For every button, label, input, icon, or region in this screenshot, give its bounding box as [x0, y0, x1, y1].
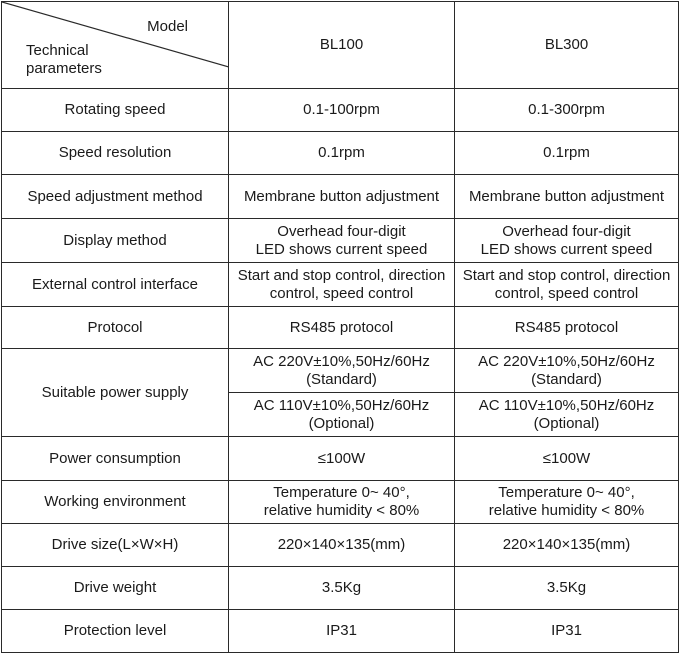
- param-label: Speed adjustment method: [2, 175, 229, 219]
- table-row: [2, 567, 679, 610]
- table-row: [2, 524, 679, 567]
- value-bl100: Overhead four-digit LED shows current speed: [229, 219, 455, 263]
- value-bl100: Membrane button adjustment: [229, 175, 455, 219]
- value-bl100: IP31: [229, 610, 455, 653]
- value-bl300: Temperature 0~ 40°, relative humidity < 80%: [455, 481, 679, 524]
- model-header-bl300: BL300: [455, 2, 679, 89]
- param-label: Protection level: [2, 610, 229, 653]
- model-header-bl100: BL100: [229, 2, 455, 89]
- table-row: [2, 263, 679, 307]
- value-bl100: RS485 protocol: [229, 307, 455, 349]
- value-bl100-optional: AC 110V±10%,50Hz/60Hz (Optional): [229, 393, 455, 437]
- param-label: Drive weight: [2, 567, 229, 610]
- param-label: Rotating speed: [2, 89, 229, 132]
- table-row: [2, 89, 679, 132]
- table-row: [2, 132, 679, 175]
- table-row: [2, 349, 679, 393]
- value-bl100: Temperature 0~ 40°, relative humidity < 80%: [229, 481, 455, 524]
- value-bl100-standard: AC 220V±10%,50Hz/60Hz (Standard): [229, 349, 455, 393]
- model-label: Model: [147, 18, 188, 35]
- param-label: Power consumption: [2, 437, 229, 481]
- value-bl300: 0.1rpm: [455, 132, 679, 175]
- value-bl300: RS485 protocol: [455, 307, 679, 349]
- param-label: External control interface: [2, 263, 229, 307]
- value-bl300: 0.1-300rpm: [455, 89, 679, 132]
- param-label: Protocol: [2, 307, 229, 349]
- table-row: [2, 219, 679, 263]
- value-bl300: 3.5Kg: [455, 567, 679, 610]
- table-row: [2, 175, 679, 219]
- table-row: [2, 481, 679, 524]
- param-label: Drive size(L×W×H): [2, 524, 229, 567]
- value-bl100: 3.5Kg: [229, 567, 455, 610]
- value-bl300: ≤100W: [455, 437, 679, 481]
- value-bl100: 0.1rpm: [229, 132, 455, 175]
- value-bl300-standard: AC 220V±10%,50Hz/60Hz (Standard): [455, 349, 679, 393]
- param-label: Display method: [2, 219, 229, 263]
- value-bl100: ≤100W: [229, 437, 455, 481]
- value-bl100: Start and stop control, direction control, speed control: [229, 263, 455, 307]
- value-bl300: 220×140×135(mm): [455, 524, 679, 567]
- technical-parameters-label: Technical parameters: [26, 42, 102, 77]
- table-row: [2, 610, 679, 653]
- technical-parameters-table: [1, 1, 679, 653]
- header-corner-cell: [2, 2, 229, 89]
- param-label: Working environment: [2, 481, 229, 524]
- value-bl300-optional: AC 110V±10%,50Hz/60Hz (Optional): [455, 393, 679, 437]
- table-row: [2, 437, 679, 481]
- value-bl300: Membrane button adjustment: [455, 175, 679, 219]
- param-label: Suitable power supply: [2, 349, 229, 437]
- value-bl100: 0.1-100rpm: [229, 89, 455, 132]
- value-bl300: Overhead four-digit LED shows current speed: [455, 219, 679, 263]
- value-bl300: Start and stop control, direction control, speed control: [455, 263, 679, 307]
- header-row: [2, 2, 679, 89]
- value-bl300: IP31: [455, 610, 679, 653]
- value-bl100: 220×140×135(mm): [229, 524, 455, 567]
- param-label: Speed resolution: [2, 132, 229, 175]
- table-row: [2, 307, 679, 349]
